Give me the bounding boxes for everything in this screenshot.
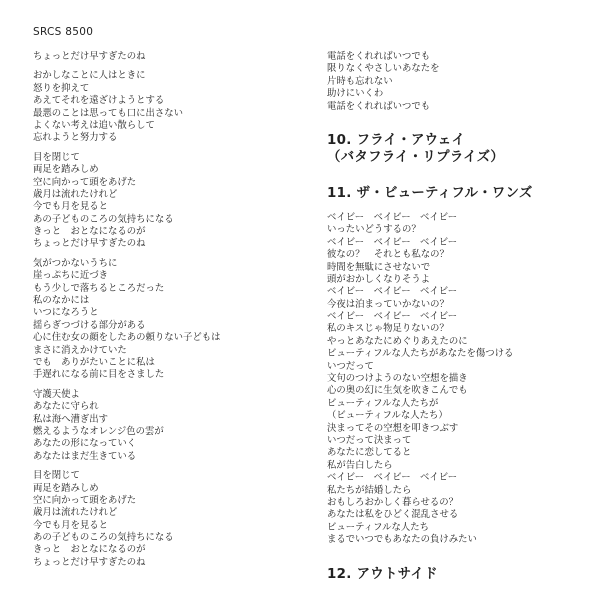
lyric-line: よくない考えは追い散らして [33,119,155,131]
lyric-line: いつになろうと [33,307,99,319]
lyric-line: 私のなかには [33,295,90,307]
lyric-line: ちょっとだけ早すぎたのね [33,556,146,568]
lyric-line: 両足を踏みしめ [33,482,99,494]
lyric-line: 彼なの？ それとも私なの？ [327,249,449,261]
lyric-line: まさに消えかけていた [33,344,127,356]
lyric-line: 私は海へ漕ぎ出す [33,413,109,425]
lyric-line: 電話をくれればいつでも [327,100,431,112]
lyric-line: まるでいつでもあなたの負けみたい [327,534,477,546]
song-title: 12. アウトサイド [327,566,438,582]
lyric-line: 最悪のことは思っても口に出さない [33,107,184,119]
lyric-line: ビューティフルな人たちが [327,397,439,409]
lyric-line: やっとあなたにめぐりあえたのに [327,335,468,347]
song-block [327,567,597,583]
lyric-line: （ビューティフルな人たち） [327,410,448,422]
lyric-line: 時間を無駄にさせないで [327,261,431,273]
lyric-line: ビューティフルな人たちがあなたを傷つける [327,348,514,360]
lyric-line: 揺らぎつづける部分がある [33,319,146,331]
lyric-line: 助けにいくわ [327,88,384,100]
lyric-line: いつだって [327,360,374,372]
lyric-line: 今でも月を見ると [33,201,109,213]
lyric-line: でも ありがたいことに私は [33,356,155,368]
lyric-line: 空に向かって頭をあげた [33,494,137,506]
lyric-line: 気がつかないうちに [33,257,118,269]
lyric-line: あの子どものころの気持ちになる [33,213,174,225]
lyric-line: 頭がおかしくなりそうよ [327,273,431,285]
lyric-line: ベイビー ベイビー ベイビー [327,472,458,484]
lyric-line: 両足を踏みしめ [33,164,99,176]
lyric-line: あなたに恋してると [327,447,412,459]
song-title: （バタフライ・リプライズ） [327,149,505,165]
lyric-line: 崖っぷちに近づき [33,270,109,282]
lyric-stanza [33,470,293,569]
lyric-line: 私のキスじゃ物足りないの？ [327,323,449,335]
lyric-line: ビューティフルな人たち [327,521,429,533]
song-lyrics [327,212,597,547]
lyric-line: 私たちが結婚したら [327,484,412,496]
lyric-line: ベイビー ベイビー ベイビー [327,236,458,248]
left-lyrics-column [33,51,293,576]
lyric-line: 目を閉じて [33,470,80,482]
lyric-line: 私が告白したら [327,459,393,471]
lyric-line: いつだって決まって [327,434,412,446]
lyric-line: 忘れようと努力する [33,132,118,144]
lyric-line: 手遅れになる前に目をさました [33,369,165,381]
lyric-line: ベイビー ベイビー ベイビー [327,311,458,323]
lyric-line: 限りなくやさしいあなたを [327,63,440,75]
lyric-line: 目を閉じて [33,151,80,163]
lyric-line: 歳月は流れたけれど [33,507,118,519]
lyric-line: あの子どものころの気持ちになる [33,532,174,544]
lyric-line: 怒りを抑えて [33,82,90,94]
lyric-line: あなたは私をひどく混乱させる [327,509,459,521]
song-block [327,186,597,547]
song-list [327,133,597,583]
lyric-line: あなたに守られ [33,401,99,413]
lyric-line: おもしろおかしく暮らせるの？ [327,496,458,508]
lyric-line: おかしなことに人はときに [33,70,146,82]
lyric-line: もう少しで落ちるところだった [33,282,165,294]
lyric-line: 空に向かって頭をあげた [33,176,137,188]
song-title: 11. ザ・ビューティフル・ワンズ [327,185,533,201]
lyric-stanza [33,51,293,63]
lyric-line: あなたの形になっていく [33,438,137,450]
lyric-line: 文句のつけようのない空想を描き [327,373,468,385]
lyric-line: 歳月は流れたけれど [33,188,118,200]
lyric-stanza [33,70,293,144]
lyric-line: 決まってその空想を叩きつぶす [327,422,459,434]
right-lyrics-column [327,51,597,584]
lyric-stanza [33,152,293,251]
lyric-line: ベイビー ベイビー ベイビー [327,211,458,223]
lyric-line: いったいどうするの？ [327,224,421,236]
song-block [327,133,597,166]
lyric-line: 心に住む女の顔をしたあの頼りない子どもは [33,332,221,344]
lyric-line: 燃えるようなオレンジ色の雲が [33,425,164,437]
lyric-line: 今夜は泊まっていかないの？ [327,298,449,310]
song-title: 10. フライ・アウェイ [327,132,466,148]
lyric-line: 守護天使よ [33,388,80,400]
lyric-line: 片時も忘れない [327,75,393,87]
lyric-line: 心の奥の幻に生気を吹きこんでも [327,385,468,397]
lyric-line: ちょっとだけ早すぎたのね [33,51,146,62]
lyric-stanza [327,51,597,113]
lyric-stanza [33,389,293,463]
catalog-code: SRCS 8500 [33,26,94,38]
lyric-line: あなたはまだ生きている [33,450,137,462]
lyric-line: きっと おとなになるのが [33,226,146,238]
lyric-line: あえてそれを遠ざけようとする [33,95,165,107]
lyric-line: 今でも月を見ると [33,519,109,531]
lyric-line: 電話をくれればいつでも [327,51,431,62]
lyric-line: ベイビー ベイビー ベイビー [327,286,458,298]
lyric-line: きっと おとなになるのが [33,544,146,556]
lyric-stanza [33,258,293,382]
lyric-line: ちょっとだけ早すぎたのね [33,238,146,250]
